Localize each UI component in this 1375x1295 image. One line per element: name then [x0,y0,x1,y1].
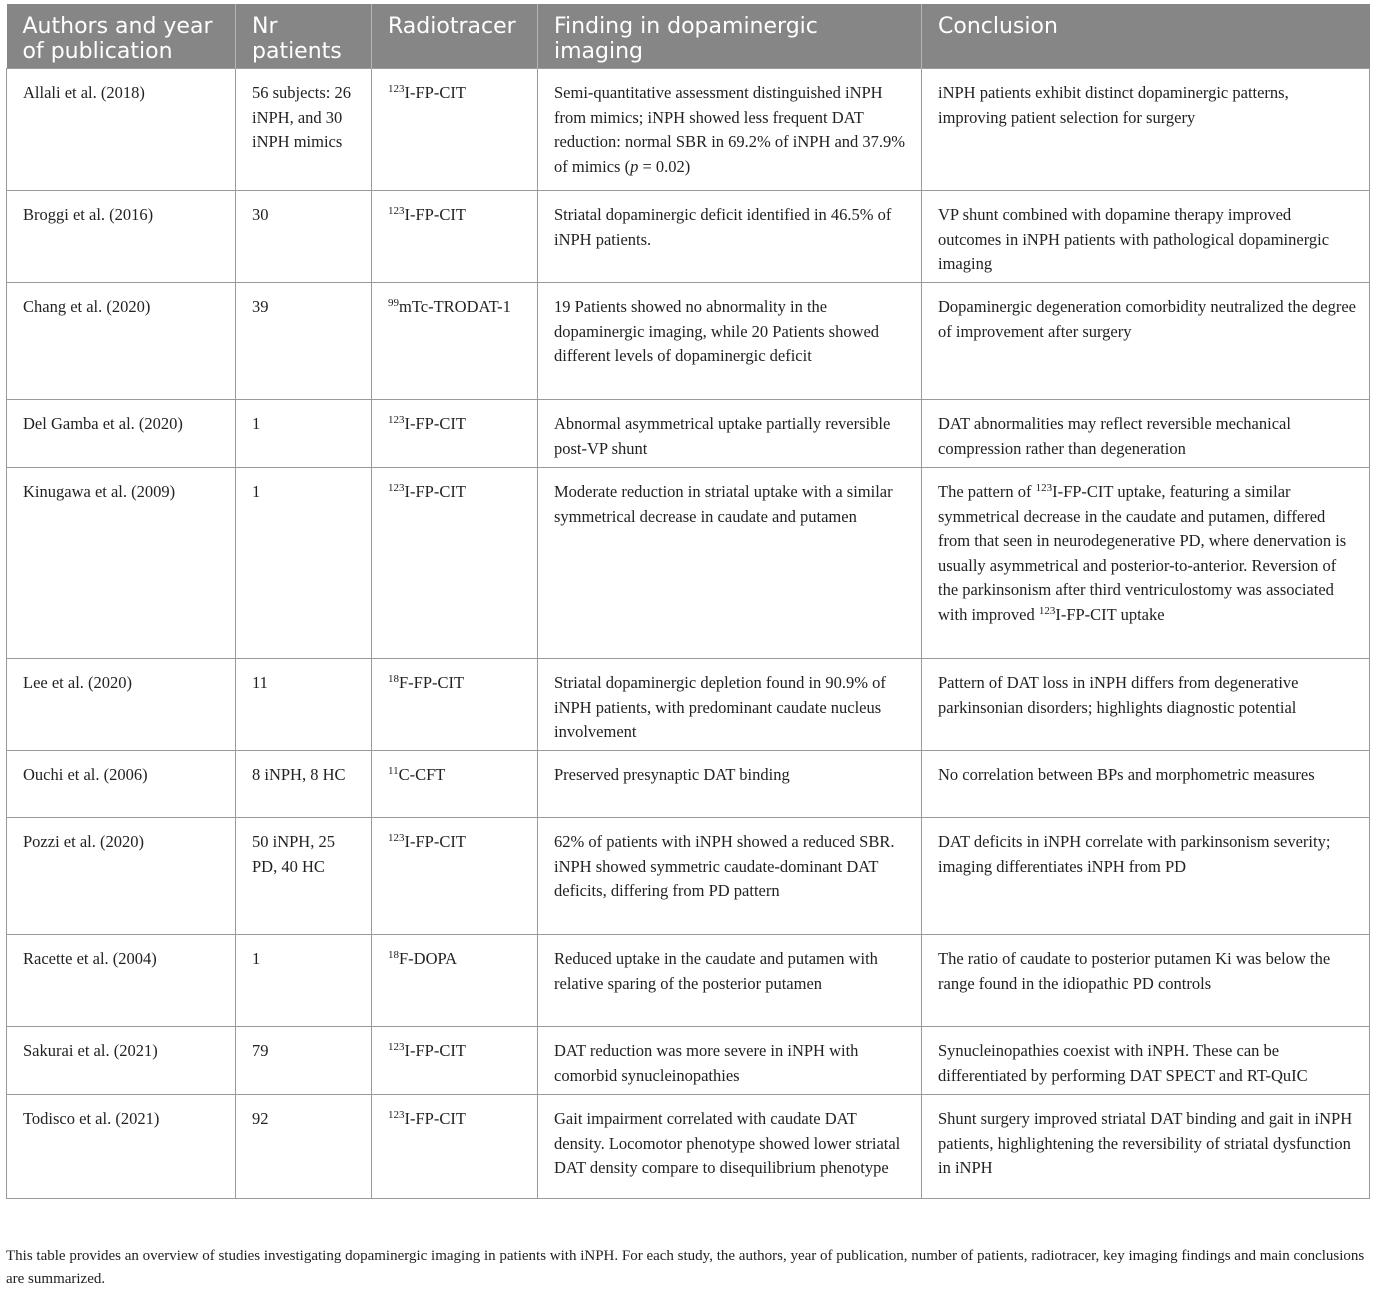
cell-patients: 92 [236,1095,372,1199]
cell-author: Chang et al. (2020) [7,283,236,400]
cell-finding: 19 Patients showed no abnormality in the dopaminergic imaging, while 20 Patients showed different levels of dopaminergic deficit [538,283,922,400]
cell-finding: DAT reduction was more severe in iNPH with comorbid synucleinopathies [538,1027,922,1095]
cell-finding: Striatal dopaminergic deficit identified in 46.5% of iNPH patients. [538,191,922,283]
cell-finding: Abnormal asymmetrical uptake partially reversible post-VP shunt [538,400,922,468]
tracer-name: I-FP-CIT [404,482,466,501]
cell-finding: Reduced uptake in the caudate and putamen with relative sparing of the posterior putamen [538,935,922,1027]
conclusion-isotope: 123 [1035,482,1053,494]
cell-radiotracer [372,468,538,659]
cell-author: Del Gamba et al. (2020) [7,400,236,468]
cell-author: Lee et al. (2020) [7,659,236,751]
cell-author: Allali et al. (2018) [7,69,236,191]
cell-conclusion: Synucleinopathies coexist with iNPH. These can be differentiated by performing DAT SPECT and RT-QuIC [922,1027,1370,1095]
finding-p-symbol: p [630,156,639,176]
cell-patients: 8 iNPH, 8 HC [236,751,372,818]
table-row [7,935,1370,1027]
cell-conclusion: VP shunt combined with dopamine therapy improved outcomes in iNPH patients with pathological dopaminergic imaging [922,191,1370,283]
cell-finding: Gait impairment correlated with caudate DAT density. Locomotor phenotype showed lower striatal DAT density compare to disequilibrium phenotype [538,1095,922,1199]
cell-conclusion: No correlation between BPs and morphometric measures [922,751,1370,818]
cell-finding: Moderate reduction in striatal uptake with a similar symmetrical decrease in caudate and putamen [538,468,922,659]
table-row [7,283,1370,400]
cell-patients: 1 [236,935,372,1027]
tracer-name: mTc-TRODAT-1 [399,297,511,316]
tracer-name: I-FP-CIT [404,832,466,851]
cell-finding: 62% of patients with iNPH showed a reduced SBR. iNPH showed symmetric caudate-dominant DAT deficits, differing from PD pattern [538,818,922,935]
tracer-isotope: 18 [388,673,399,685]
table-footnote: This table provides an overview of studies investigating dopaminergic imaging in patients with iNPH. For each study, the authors, year of publication, number of patients, radiotracer, key imaging findings and main conclusions are summarized. [6,1248,1365,1287]
cell-patients: 56 subjects: 26 iNPH, and 30 iNPH mimics [236,69,372,191]
cell-radiotracer [372,400,538,468]
cell-finding: Striatal dopaminergic depletion found in 90.9% of iNPH patients, with predominant caudate nucleus involvement [538,659,922,751]
cell-author: Kinugawa et al. (2009) [7,468,236,659]
tracer-isotope: 123 [388,83,405,95]
cell-radiotracer [372,1027,538,1095]
header-conclusion: Conclusion [922,4,1370,69]
cell-radiotracer [372,283,538,400]
cell-author: Racette et al. (2004) [7,935,236,1027]
tracer-name: I-FP-CIT [404,1041,466,1060]
cell-conclusion [922,468,1370,659]
header-finding: Finding in dopaminergic imaging [538,4,922,69]
tracer-name: I-FP-CIT [404,1109,466,1128]
table-row [7,191,1370,283]
cell-author: Todisco et al. (2021) [7,1095,236,1199]
tracer-isotope: 99 [388,297,399,309]
table-row [7,818,1370,935]
finding-text-end: = 0.02) [638,156,691,176]
tracer-isotope: 123 [388,832,405,844]
cell-patients: 30 [236,191,372,283]
tracer-isotope: 123 [388,205,405,217]
cell-radiotracer [372,69,538,191]
table-row [7,1095,1370,1199]
cell-conclusion: Pattern of DAT loss in iNPH differs from degenerative parkinsonian disorders; highlights diagnostic potential [922,659,1370,751]
cell-radiotracer [372,659,538,751]
tracer-name: F-DOPA [399,949,458,968]
cell-patients: 39 [236,283,372,400]
cell-radiotracer [372,751,538,818]
tracer-isotope: 123 [388,1041,405,1053]
conclusion-isotope: 123 [1038,604,1056,617]
cell-radiotracer [372,935,538,1027]
cell-conclusion: The ratio of caudate to posterior putamen Ki was below the range found in the idiopathic PD controls [922,935,1370,1027]
studies-table [6,4,1370,1199]
table-row [7,400,1370,468]
header-authors: Authors and year of publication [7,4,236,69]
conclusion-text: I-FP-CIT uptake [1055,604,1165,624]
tracer-isotope: 11 [388,765,399,777]
cell-author: Broggi et al. (2016) [7,191,236,283]
cell-patients: 11 [236,659,372,751]
cell-radiotracer [372,191,538,283]
cell-patients: 79 [236,1027,372,1095]
header-patients: Nr patients [236,4,372,69]
tracer-name: C-CFT [398,765,446,784]
cell-conclusion: DAT abnormalities may reflect reversible mechanical compression rather than degeneration [922,400,1370,468]
cell-author: Sakurai et al. (2021) [7,1027,236,1095]
tracer-name: I-FP-CIT [404,414,466,433]
tracer-name: I-FP-CIT [404,205,466,224]
table-header [7,4,1370,69]
conclusion-text: The pattern of [938,482,1036,501]
cell-author: Ouchi et al. (2006) [7,751,236,818]
cell-patients: 1 [236,468,372,659]
cell-conclusion: Shunt surgery improved striatal DAT binding and gait in iNPH patients, highlightening the reversibility of striatal dysfunction in iNPH [922,1095,1370,1199]
table-row [7,69,1370,191]
conclusion-text: I-FP-CIT uptake, featuring a similar symmetrical decrease in the caudate and putamen, differed from that seen in neurodegenerative PD, where denervation is usually asymmetrical and posterior-to-anterior. Reversion of the parkinsonism after third ventriculostomy was associated with improved [938,482,1347,624]
cell-radiotracer [372,1095,538,1199]
table-body [7,69,1370,1199]
cell-finding [538,69,922,191]
finding-text: Semi-quantitative assessment distinguished iNPH from mimics; iNPH showed less frequent DAT reduction: normal SBR in 69.2% of iNPH and 37.9% of mimics ( [554,83,906,176]
tracer-name: I-FP-CIT [404,83,466,102]
tracer-isotope: 123 [388,414,405,426]
cell-radiotracer [372,818,538,935]
table-row [7,468,1370,659]
table-row [7,1027,1370,1095]
table-row [7,751,1370,818]
cell-patients: 50 iNPH, 25 PD, 40 HC [236,818,372,935]
cell-conclusion: DAT deficits in iNPH correlate with parkinsonism severity; imaging differentiates iNPH from PD [922,818,1370,935]
table-row [7,659,1370,751]
cell-conclusion: Dopaminergic degeneration comorbidity neutralized the degree of improvement after surgery [922,283,1370,400]
cell-patients: 1 [236,400,372,468]
cell-author: Pozzi et al. (2020) [7,818,236,935]
tracer-isotope: 18 [388,949,399,961]
tracer-isotope: 123 [388,482,405,494]
studies-table-container [6,4,1369,1199]
cell-finding: Preserved presynaptic DAT binding [538,751,922,818]
header-radiotracer: Radiotracer [372,4,538,69]
tracer-isotope: 123 [388,1109,405,1121]
tracer-name: F-FP-CIT [399,673,465,692]
cell-conclusion: iNPH patients exhibit distinct dopaminergic patterns, improving patient selection for surgery [922,69,1370,191]
